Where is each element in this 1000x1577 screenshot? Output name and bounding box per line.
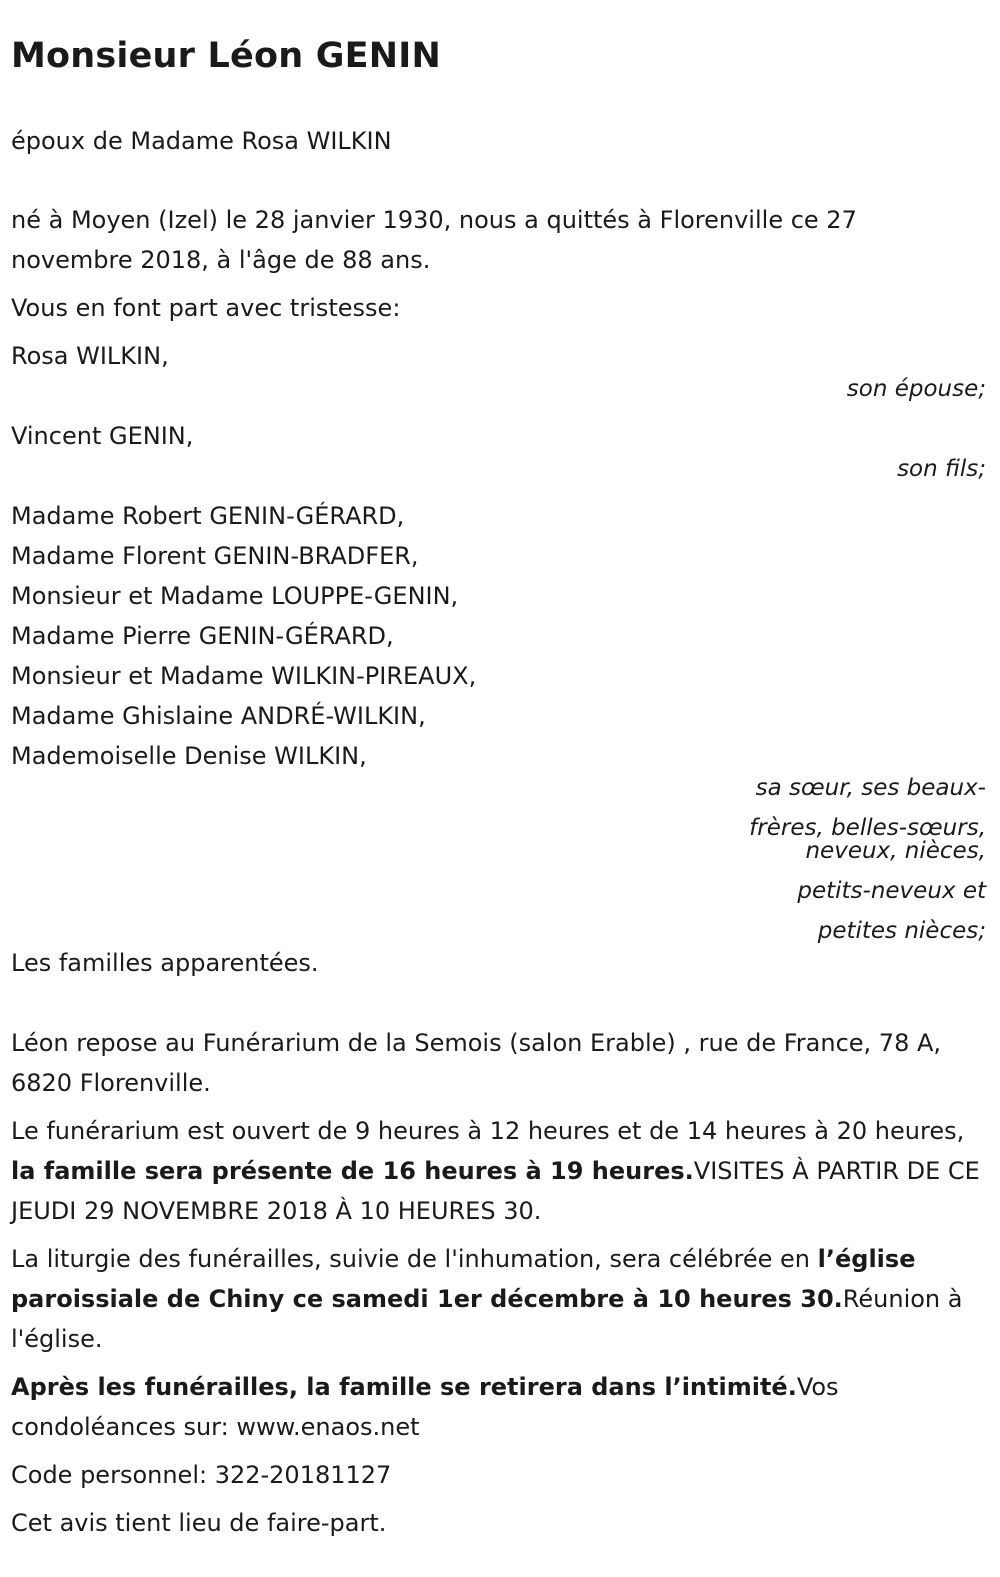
relative-name: Madame Pierre GENIN-GÉRARD, <box>11 622 394 650</box>
liturgy-text: La liturgie des funérailles, suivie de l'inhumation, sera célébrée en <box>11 1245 818 1273</box>
after-bold-text: Après les funérailles, la famille se retirera dans l’intimité. <box>11 1373 797 1401</box>
birth-line: né à Moyen (Izel) le 28 janvier 1930, nous a quittés à Florenville ce 27 novembre 2018, à l'âge de 88 ans. <box>11 206 857 274</box>
family-member-name: Vincent GENIN, <box>11 422 194 450</box>
relative-name: Monsieur et Madame WILKIN-PIREAUX, <box>11 662 477 690</box>
relatives-role <box>736 768 986 951</box>
page-title: Monsieur Léon GENIN <box>11 36 441 76</box>
visits-text: VISITES À PARTIR DE CE JEUDI 29 NOVEMBRE 2018 À 10 HEURES 30. <box>11 1157 980 1225</box>
family-member-role: son épouse; <box>846 376 986 402</box>
relative-name: Madame Ghislaine ANDRÉ-WILKIN, <box>11 702 426 730</box>
liturgy-paragraph <box>11 1239 986 1359</box>
after-paragraph <box>11 1367 986 1447</box>
intro-line: Vous en font part avec tristesse: <box>11 294 401 322</box>
relative-name: Madame Robert GENIN-GÉRARD, <box>11 502 405 530</box>
spouse-line: époux de Madame Rosa WILKIN <box>11 127 392 155</box>
families-line: Les familles apparentées. <box>11 949 319 977</box>
hours-paragraph <box>11 1111 986 1231</box>
hours-bold-text: la famille sera présente de 16 heures à 19 heures. <box>11 1157 694 1185</box>
condolences-text: Vos condoléances sur: www.enaos.net <box>11 1373 839 1441</box>
family-member-role: son fils; <box>897 456 986 482</box>
relative-name: Madame Florent GENIN-BRADFER, <box>11 542 419 570</box>
relatives-role-line: sa sœur, ses beaux-frères, belles-sœurs, <box>749 775 986 841</box>
relative-name: Mademoiselle Denise WILKIN, <box>11 742 367 770</box>
relatives-role-line: neveux, nièces, petits-neveux et petites nièces; <box>797 838 986 944</box>
liturgy-bold-text: l’église paroissiale de Chiny ce samedi 1er décembre à 10 heures 30. <box>11 1245 916 1313</box>
code-line: Code personnel: 322-20181127 <box>11 1461 392 1489</box>
relative-name: Monsieur et Madame LOUPPE-GENIN, <box>11 582 459 610</box>
relatives-list <box>11 496 986 776</box>
family-member-name: Rosa WILKIN, <box>11 342 169 370</box>
hours-text: Le funérarium est ouvert de 9 heures à 12 heures et de 14 heures à 20 heures, <box>11 1117 965 1145</box>
closing-line: Cet avis tient lieu de faire-part. <box>11 1509 387 1537</box>
liturgy-post-text: Réunion à l'église. <box>11 1285 963 1353</box>
rest-line: Léon repose au Funérarium de la Semois (salon Erable) , rue de France, 78 A, 6820 Florenville. <box>11 1029 942 1097</box>
